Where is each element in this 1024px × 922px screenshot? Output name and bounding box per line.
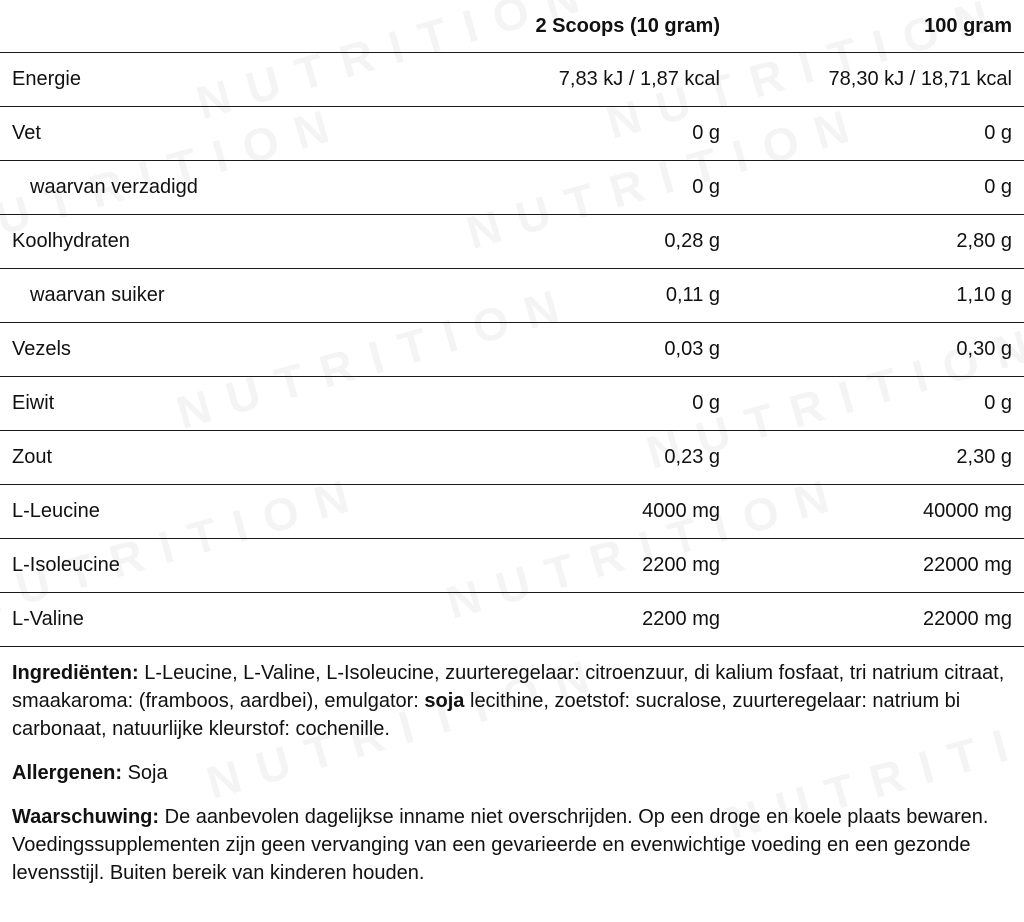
- nutrient-name: L-Leucine: [0, 485, 372, 539]
- value-per-100: 0 g: [732, 161, 1024, 215]
- ingredients-label: Ingrediënten:: [12, 662, 139, 684]
- table-row: [0, 107, 1024, 161]
- nutrient-name: Vet: [0, 107, 372, 161]
- value-per-serving: 2200 mg: [372, 593, 732, 647]
- allergen-highlight: soja: [424, 690, 465, 712]
- header-name: [0, 0, 372, 53]
- product-info: [0, 647, 1024, 887]
- value-per-100: 1,10 g: [732, 269, 1024, 323]
- value-per-serving: 4000 mg: [372, 485, 732, 539]
- value-per-serving: 0 g: [372, 161, 732, 215]
- value-per-serving: 0,03 g: [372, 323, 732, 377]
- ingredients-text-end: lecithine, zoetstof: sucralose, zuurteregelaar: natrium bi carbonaat, natuurlijke kleurstof: cochenille.: [12, 690, 961, 740]
- value-per-serving: 2200 mg: [372, 539, 732, 593]
- nutrient-name: Vezels: [0, 323, 372, 377]
- value-per-serving: 0 g: [372, 107, 732, 161]
- warning-text: De aanbevolen dagelijkse inname niet overschrijden. Op een droge en koele plaats bewaren. Voedingssupplementen zijn geen vervanging van een gevarieerde en evenwichtige voeding en een gezonde levensstijl. Buiten bereik van kinderen houden.: [12, 806, 989, 884]
- allergens-label: Allergenen:: [12, 762, 123, 784]
- nutrient-name: Koolhydraten: [0, 215, 372, 269]
- nutrient-name: Zout: [0, 431, 372, 485]
- header-per-serving: 2 Scoops (10 gram): [372, 0, 732, 53]
- value-per-serving: 0,11 g: [372, 269, 732, 323]
- warning-paragraph: [12, 803, 1012, 887]
- value-per-100: 78,30 kJ / 18,71 kcal: [732, 53, 1024, 107]
- table-row: [0, 161, 1024, 215]
- allergens-paragraph: [12, 759, 1012, 787]
- value-per-100: 0,30 g: [732, 323, 1024, 377]
- table-row: [0, 431, 1024, 485]
- ingredients-paragraph: [12, 659, 1012, 743]
- nutrient-name: Eiwit: [0, 377, 372, 431]
- table-row: [0, 539, 1024, 593]
- header-per-100: 100 gram: [732, 0, 1024, 53]
- ingredients-text: L-Leucine, L-Valine, L-Isoleucine, zuurteregelaar: citroenzuur, di kalium fosfaat, tri natrium citraat, smaakaroma: (framboos, aardbei), emulgator:: [12, 662, 1005, 712]
- table-row: [0, 323, 1024, 377]
- value-per-serving: 0,28 g: [372, 215, 732, 269]
- table-header-row: [0, 0, 1024, 53]
- value-per-serving: 0,23 g: [372, 431, 732, 485]
- table-row: [0, 485, 1024, 539]
- value-per-100: 0 g: [732, 377, 1024, 431]
- warning-label: Waarschuwing:: [12, 806, 160, 828]
- value-per-100: 2,30 g: [732, 431, 1024, 485]
- nutrient-name: L-Valine: [0, 593, 372, 647]
- nutrient-name: L-Isoleucine: [0, 539, 372, 593]
- table-row: [0, 215, 1024, 269]
- value-per-100: 22000 mg: [732, 539, 1024, 593]
- value-per-100: 22000 mg: [732, 593, 1024, 647]
- table-row: [0, 377, 1024, 431]
- nutrient-name: Energie: [0, 53, 372, 107]
- table-row: [0, 53, 1024, 107]
- table-row: [0, 593, 1024, 647]
- nutrient-name: waarvan suiker: [0, 269, 372, 323]
- table-row: [0, 269, 1024, 323]
- value-per-100: 0 g: [732, 107, 1024, 161]
- allergens-text: Soja: [122, 762, 168, 784]
- value-per-100: 2,80 g: [732, 215, 1024, 269]
- value-per-100: 40000 mg: [732, 485, 1024, 539]
- nutrient-name: waarvan verzadigd: [0, 161, 372, 215]
- value-per-serving: 0 g: [372, 377, 732, 431]
- value-per-serving: 7,83 kJ / 1,87 kcal: [372, 53, 732, 107]
